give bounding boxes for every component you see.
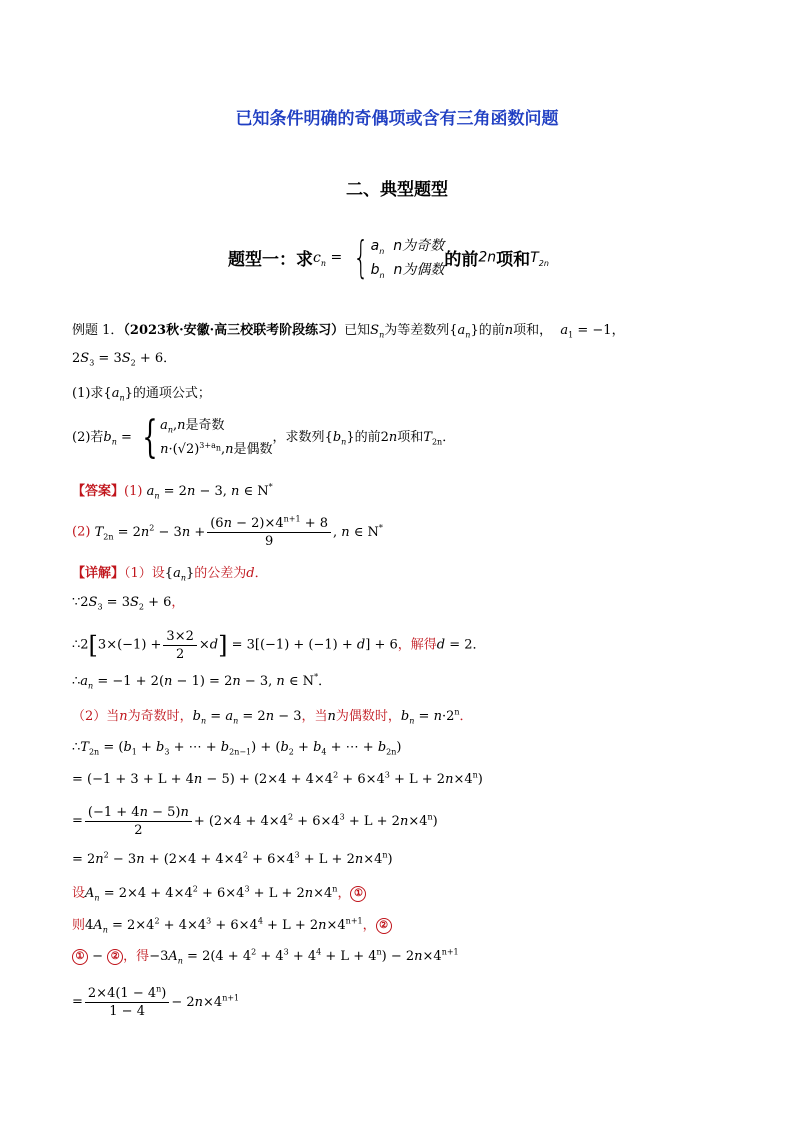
- example-source: （2023秋·安徽·高三校联考阶段练习）: [123, 323, 345, 338]
- detail-9: = $2n^2 - 3n + (2\times 4 + 4\times 4^2 + 6\times 4^3 + L + 2n\times 4^n)$: [72, 850, 393, 867]
- type-heading-suffix-a: 的前: [444, 250, 479, 270]
- detail-6: $\therefore T_{2n} = (b_1 + b_3$ + ⋯ + $b_{2n-1}) + (b_2 + b_4$ + ⋯ + $b_{2n}$): [72, 740, 402, 757]
- detail-11: 则$4A_n = 2\times 4^2 + 4\times 4^3 + 6\times 4^4 + L + 2n\times 4^{n+1}$， ②: [72, 916, 392, 936]
- answer-1: 【答案】(1) $a_n = 2n - 3$, n ∈ N*: [72, 482, 273, 501]
- type-heading-suffix-b: 项和: [496, 250, 531, 270]
- detail-label: 【详解】: [72, 566, 125, 581]
- detail-2: $\because 2S_3 = 3S_2 + 6$，: [72, 595, 185, 612]
- section-heading: 二、典型题型: [346, 180, 448, 200]
- question-2: (2)若$b_n$ = { $a_n,n$是奇数 $n\cdot(√2)^{3+a_n},n$是偶数 ，求数列$\{b_n\}$的前2n项和$T_{2n}$．: [72, 412, 456, 463]
- detail-5: （2）当n为奇数时，$b_n = a_n = 2n - 3$，当n为偶数时，$b_n = n\cdot 2^n$．: [72, 707, 473, 726]
- detail-12: ① − ② ，得$-3A_n = 2(4 + 4^2 + 4^3 + 4^4 + L + 4^n) - 2n\times 4^{n+1}$: [72, 947, 459, 967]
- type-heading-prefix: 题型一：求: [228, 250, 313, 270]
- example-label: 例题 1．: [72, 323, 124, 338]
- type-heading: 题型一：求$c_n$ = { $a_n$ n为奇数 $b_n$ n为偶数 的前2n项和$T_{2n}$: [228, 232, 549, 283]
- type-heading-odd: n为奇数: [393, 237, 445, 254]
- mark-2-badge: ②: [376, 918, 392, 934]
- detail-8: = $\frac{(-1 + 4n - 5)n}{2}$ + $(2\times 4 + 4\times 4^2 + 6\times 4^3 + L + 2n\times 4^n)$: [72, 805, 438, 838]
- detail-4: $\therefore a_n = -1 + 2(n - 1) = 2n - 3$, n ∈ N*．: [72, 672, 332, 691]
- detail-10: 设$A_n = 2\times 4 + 4\times 4^2 + 6\times 4^3 + L + 2n\times 4^n$， ①: [72, 884, 366, 904]
- example-condition: $2S_3 = 3S_2 + 6$．: [72, 351, 177, 368]
- detail-7: = $(-1 + 3 + L + 4n - 5) + (2\times 4 + 4\times 4^2 + 6\times 4^3 + L + 2n\times 4^n)$: [72, 770, 483, 787]
- answer-2: (2) $T_{2n} = 2n^2 - 3n$ + $\frac{(6n - 2)\times 4^{n+1} + 8}{9}$ , n ∈ N*: [72, 514, 383, 549]
- mark-1-badge: ①: [350, 886, 366, 902]
- detail-3: ∴2[3×(−1) + $\frac{3\times 2}{2}$ ×d] = 3[(−1) + (−1) + d] + 6，解得d = 2．: [72, 629, 486, 662]
- example-stem: 例题 1．（2023秋·安徽·高三校联考阶段练习）已知$S_n$为等差数列$\{a_n\}$的前n项和， $a_1 = -1$，: [72, 323, 625, 340]
- page-title: 已知条件明确的奇偶项或含有三角函数问题: [235, 109, 559, 129]
- answer-label: 【答案】: [72, 484, 125, 499]
- type-heading-even: n为偶数: [393, 261, 445, 278]
- detail-13: = $\frac{2\times 4(1 - 4^n)}{1 - 4}$ − $2n\times 4^{n+1}$: [72, 984, 240, 1019]
- detail-1: 【详解】（1）设$\{a_n\}$的公差为d．: [72, 566, 268, 583]
- question-1: (1)求$\{a_n\}$的通项公式；: [72, 386, 211, 403]
